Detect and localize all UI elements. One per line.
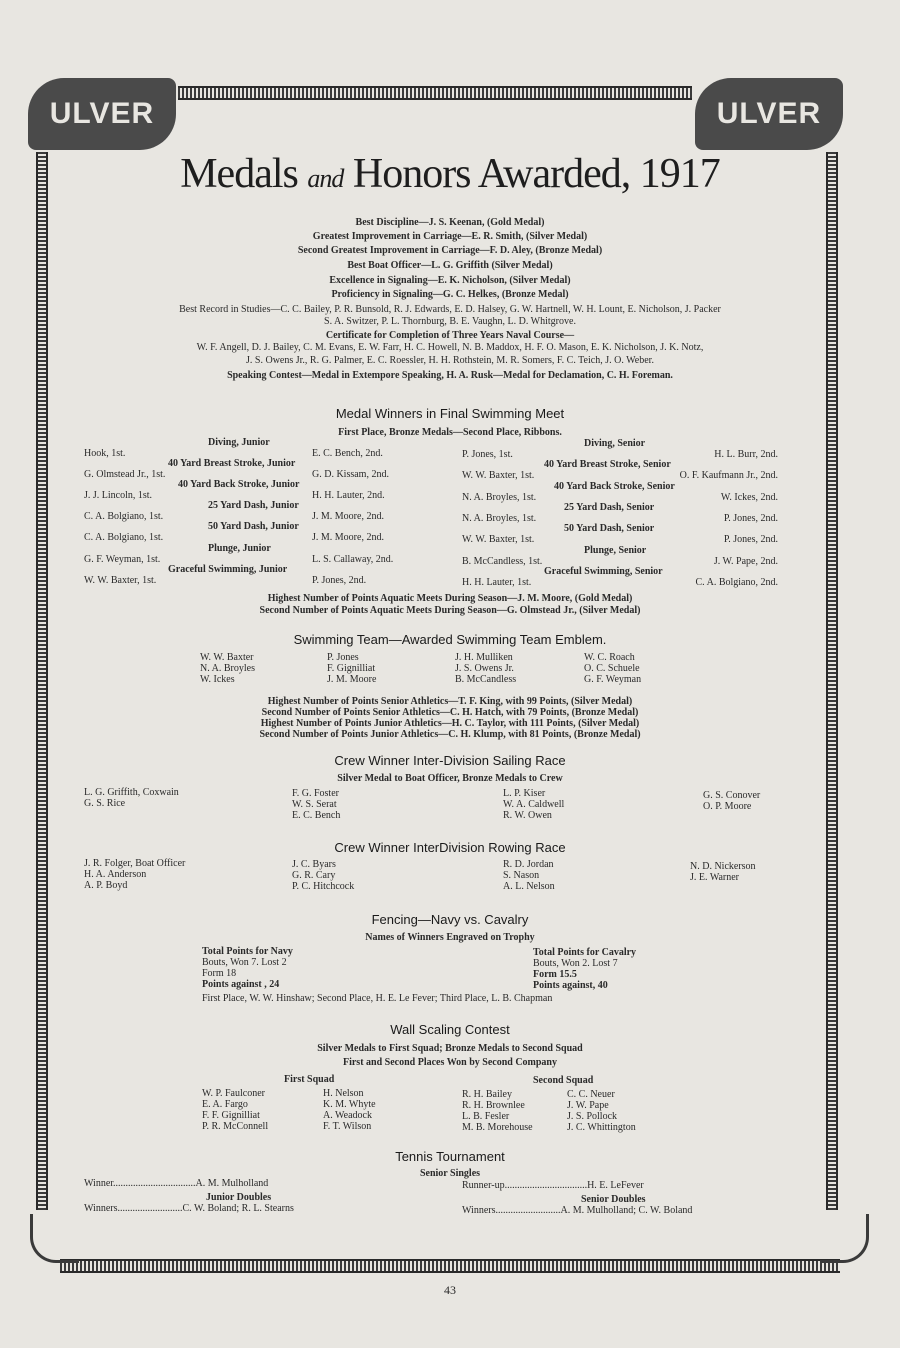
title-part: Medals [180, 151, 298, 197]
first-place: N. A. Broyles, 1st. [462, 513, 537, 524]
section-subheading: Silver Medals to First Squad; Bronze Medals to Second Squad [317, 1043, 583, 1054]
athletics-line: Second Number of Points Senior Athletics—C. H. Hatch, with 79 Points, (Bronze Medal) [261, 707, 639, 718]
crew-member: H. A. Anderson [84, 869, 147, 880]
section-heading: Tennis Tournament [395, 1149, 505, 1164]
event-name: 25 Yard Dash, Junior [208, 500, 299, 511]
fencing-cavalry: Form 15.5 [533, 969, 577, 980]
team-member: F. Gignilliat [327, 663, 376, 674]
crew-member: E. C. Bench [292, 810, 341, 821]
first-place: W. W. Baxter, 1st. [462, 470, 535, 481]
crew-member: W. A. Caldwell [503, 799, 565, 810]
crew-member: R. W. Owen [503, 810, 552, 821]
crew-member: F. G. Foster [292, 788, 339, 799]
section-heading: Fencing—Navy vs. Cavalry [371, 912, 529, 927]
first-place: N. A. Broyles, 1st. [462, 492, 537, 503]
squad-member: A. Weadock [323, 1110, 372, 1121]
event-name: Diving, Senior [584, 438, 646, 449]
squad-label: First Squad [284, 1074, 335, 1085]
event-name: Plunge, Senior [584, 545, 647, 556]
section-heading: Crew Winner InterDivision Rowing Race [334, 840, 566, 855]
second-place: J. M. Moore, 2nd. [312, 532, 384, 543]
second-place: P. Jones, 2nd. [723, 534, 778, 545]
award-line: Greatest Improvement in Carriage—E. R. Smith, (Silver Medal) [312, 231, 588, 242]
event-name: 40 Yard Breast Stroke, Senior [544, 459, 671, 470]
squad-member: F. T. Wilson [323, 1121, 372, 1132]
top-border [178, 86, 692, 100]
team-member: J. S. Owens Jr. [455, 663, 514, 674]
tennis-winner: Winner.................................A. M. Mulholland [84, 1178, 269, 1189]
second-place: G. D. Kissam, 2nd. [312, 469, 389, 480]
second-place: C. A. Bolgiano, 2nd. [695, 577, 778, 588]
tennis-runner-up: Runner-up.................................H. E. LeFever [462, 1180, 644, 1191]
squad-member: R. H. Bailey [462, 1089, 512, 1100]
crew-member: L. P. Kiser [503, 788, 546, 799]
second-place: L. S. Callaway, 2nd. [312, 554, 394, 565]
logo-text: ULVER [49, 97, 155, 130]
event-name: 50 Yard Dash, Senior [564, 523, 655, 534]
second-place: P. Jones, 2nd. [312, 575, 367, 586]
crew-member: O. P. Moore [703, 801, 752, 812]
bottom-left-corner [30, 1214, 79, 1263]
section-subheading: Senior Singles [419, 1168, 481, 1179]
first-place: H. H. Lauter, 1st. [462, 577, 532, 588]
fencing-navy: Bouts, Won 7. Lost 2 [202, 957, 287, 968]
points-line: Highest Number of Points Aquatic Meets During Season—J. M. Moore, (Gold Medal) [267, 593, 633, 604]
crew-member: G. S. Conover [703, 790, 761, 801]
team-member: J. M. Moore [327, 674, 377, 685]
crew-member: S. Nason [503, 870, 540, 881]
fencing-cavalry: Total Points for Cavalry [533, 947, 637, 958]
first-place: G. F. Weyman, 1st. [84, 554, 161, 565]
fencing-navy: Form 18 [202, 968, 237, 979]
squad-member: K. M. Whyte [323, 1099, 376, 1110]
squad-member: L. B. Fesler [462, 1111, 510, 1122]
section-subheading: Senior Doubles [581, 1194, 646, 1205]
crew-member: A. P. Boyd [84, 880, 128, 891]
team-member: G. F. Weyman [584, 674, 642, 685]
team-member: W. C. Roach [584, 652, 635, 663]
fencing-navy: Total Points for Navy [202, 946, 293, 957]
second-place: W. Ickes, 2nd. [720, 492, 778, 503]
section-heading: Wall Scaling Contest [390, 1022, 510, 1037]
crew-member: G. S. Rice [84, 798, 126, 809]
first-place: J. J. Lincoln, 1st. [84, 490, 153, 501]
event-name: 50 Yard Dash, Junior [208, 521, 299, 532]
squad-member: H. Nelson [323, 1088, 364, 1099]
page-number: 43 [444, 1283, 456, 1297]
team-member: P. Jones [327, 652, 359, 663]
first-place: B. McCandless, 1st. [462, 556, 543, 567]
event-name: Graceful Swimming, Junior [168, 564, 288, 575]
squad-member: J. S. Pollock [567, 1111, 618, 1122]
event-name: 40 Yard Back Stroke, Junior [178, 479, 300, 490]
award-line: W. F. Angell, D. J. Bailey, C. M. Evans, E. W. Farr, H. C. Howell, N. B. Maddox, H. F. O. Mason, E. K. Nicholson, J. K. Notz, [196, 342, 704, 353]
logo-text: ULVER [716, 97, 822, 130]
fencing-navy: Points against , 24 [202, 979, 280, 990]
section-subheading: Silver Medal to Boat Officer, Bronze Medals to Crew [337, 773, 563, 784]
squad-member: E. A. Fargo [202, 1099, 248, 1110]
crew-member: P. C. Hitchcock [292, 881, 355, 892]
crew-member: L. G. Griffith, Coxwain [84, 787, 179, 798]
squad-member: F. F. Gignilliat [202, 1110, 260, 1121]
first-place: P. Jones, 1st. [462, 449, 513, 460]
tennis-doubles-winners: Winners..........................C. W. Boland; R. L. Stearns [84, 1203, 294, 1214]
squad-member: R. H. Brownlee [462, 1100, 525, 1111]
award-line: Best Boat Officer—L. G. Griffith (Silver Medal) [347, 260, 553, 271]
event-name: Plunge, Junior [208, 543, 271, 554]
event-name: Diving, Junior [208, 437, 270, 448]
award-line: Proficiency in Signaling—G. C. Helkes, (Bronze Medal) [331, 289, 569, 300]
event-name: 40 Yard Breast Stroke, Junior [168, 458, 296, 469]
section-heading: Medal Winners in Final Swimming Meet [335, 406, 565, 421]
crew-member: A. L. Nelson [503, 881, 555, 892]
section-subheading: Names of Winners Engraved on Trophy [365, 932, 535, 943]
crew-member: W. S. Serat [292, 799, 337, 810]
award-line: Certificate for Completion of Three Years Naval Course— [325, 330, 575, 341]
squad-member: M. B. Morehouse [462, 1122, 533, 1133]
section-heading: Swimming Team—Awarded Swimming Team Emblem. [293, 632, 607, 647]
tennis-doubles-winners: Winners..........................A. M. Mulholland; C. W. Boland [462, 1205, 693, 1216]
award-line: S. A. Switzer, P. L. Thornburg, B. E. Vaughn, L. D. Whitgrove. [324, 316, 576, 327]
first-place: W. W. Baxter, 1st. [84, 575, 157, 586]
culver-logo-left [28, 78, 176, 150]
first-place: C. A. Bolgiano, 1st. [84, 511, 164, 522]
team-member: J. H. Mulliken [455, 652, 513, 663]
award-line: J. S. Owens Jr., R. G. Palmer, E. C. Roessler, H. H. Rothstein, M. R. Somers, F. C. Teich, J. O. Weber. [246, 355, 654, 366]
crew-member: J. E. Warner [690, 872, 739, 883]
event-name: 40 Yard Back Stroke, Senior [554, 481, 675, 492]
culver-logo-right [695, 78, 843, 150]
second-place: E. C. Bench, 2nd. [312, 448, 383, 459]
fencing-places: First Place, W. W. Hinshaw; Second Place, H. E. Le Fever; Third Place, L. B. Chapman [202, 993, 553, 1004]
first-place: C. A. Bolgiano, 1st. [84, 532, 164, 543]
section-subheading: First and Second Places Won by Second Company [342, 1057, 557, 1068]
crew-member: R. D. Jordan [503, 859, 554, 870]
crew-member: J. C. Byars [292, 859, 336, 870]
team-member: W. W. Baxter [200, 652, 254, 663]
page-title [0, 150, 900, 198]
award-line: Best Record in Studies—C. C. Bailey, P. R. Bunsold, R. J. Edwards, E. D. Halsey, G. W. Hartnell, W. H. Lount, E. Nicholson, J. Packer [179, 304, 721, 315]
crew-member: N. D. Nickerson [690, 861, 756, 872]
first-place: G. Olmstead Jr., 1st. [84, 469, 166, 480]
first-place: Hook, 1st. [84, 448, 126, 459]
fencing-cavalry: Points against, 40 [533, 980, 608, 991]
second-place: O. F. Kaufmann Jr., 2nd. [679, 470, 778, 481]
squad-member: C. C. Neuer [567, 1089, 615, 1100]
award-line: Excellence in Signaling—E. K. Nicholson, (Silver Medal) [329, 275, 571, 286]
award-line: Speaking Contest—Medal in Extempore Speaking, H. A. Rusk—Medal for Declamation, C. H. Foreman. [227, 370, 673, 381]
team-member: O. C. Schuele [584, 663, 640, 674]
second-place: H. L. Burr, 2nd. [714, 449, 778, 460]
points-line: Second Number of Points Aquatic Meets During Season—G. Olmstead Jr., (Silver Medal) [259, 605, 641, 616]
section-subheading: First Place, Bronze Medals—Second Place, Ribbons. [338, 427, 562, 438]
athletics-line: Highest Number of Points Senior Athletics—T. F. King, with 99 Points, (Silver Medal) [267, 696, 633, 707]
title-and: and [307, 164, 344, 193]
team-member: W. Ickes [200, 674, 235, 685]
team-member: B. McCandless [455, 674, 517, 685]
title-part: Honors Awarded, 1917 [352, 151, 720, 197]
event-name: Graceful Swimming, Senior [544, 566, 663, 577]
second-place: J. M. Moore, 2nd. [312, 511, 384, 522]
award-line: Best Discipline—J. S. Keenan, (Gold Medal) [355, 217, 545, 228]
second-place: J. W. Pape, 2nd. [713, 556, 778, 567]
first-place: W. W. Baxter, 1st. [462, 534, 535, 545]
second-place: H. H. Lauter, 2nd. [312, 490, 385, 501]
second-place: P. Jones, 2nd. [723, 513, 778, 524]
squad-member: J. W. Pape [567, 1100, 609, 1111]
section-heading: Crew Winner Inter-Division Sailing Race [334, 753, 566, 768]
bottom-border [60, 1259, 840, 1273]
section-subheading: Junior Doubles [206, 1192, 272, 1203]
squad-member: J. C. Whittington [567, 1122, 636, 1133]
squad-member: P. R. McConnell [202, 1121, 269, 1132]
event-name: 25 Yard Dash, Senior [564, 502, 655, 513]
crew-member: J. R. Folger, Boat Officer [84, 858, 186, 869]
athletics-line: Highest Number of Points Junior Athletics—H. C. Taylor, with 111 Points, (Silver Medal) [260, 718, 640, 729]
athletics-line: Second Number of Points Junior Athletics—C. H. Klump, with 81 Points, (Bronze Medal) [259, 729, 641, 740]
squad-member: W. P. Faulconer [202, 1088, 265, 1099]
bottom-right-corner [820, 1214, 869, 1263]
squad-label: Second Squad [533, 1075, 594, 1086]
award-line: Second Greatest Improvement in Carriage—F. D. Aley, (Bronze Medal) [297, 245, 603, 256]
crew-member: G. R. Cary [292, 870, 336, 881]
team-member: N. A. Broyles [200, 663, 255, 674]
fencing-cavalry: Bouts, Won 2. Lost 7 [533, 958, 618, 969]
